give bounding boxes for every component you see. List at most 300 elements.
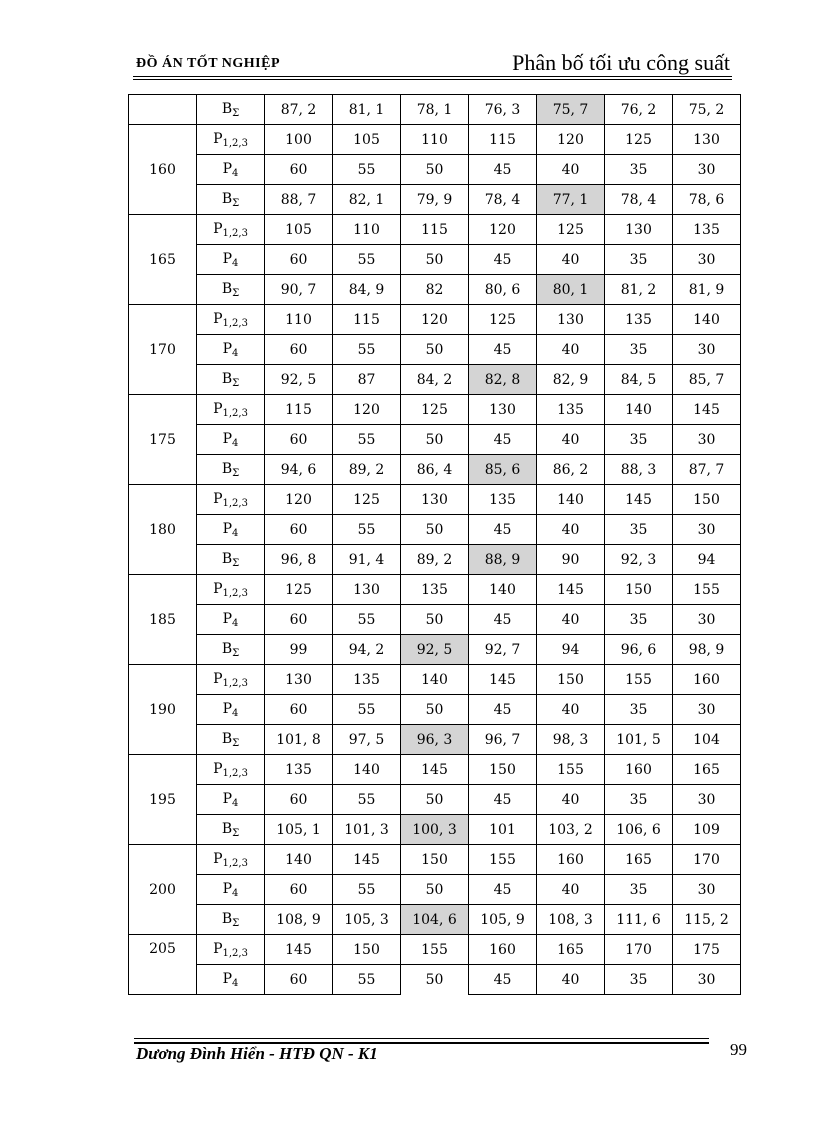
value-cell: 35 <box>605 515 673 545</box>
value-cell: 96, 6 <box>605 635 673 665</box>
value-cell: 81, 2 <box>605 275 673 305</box>
value-cell: 30 <box>673 785 741 815</box>
load-value: 200 <box>129 845 197 935</box>
table-row <box>129 335 741 365</box>
row-label-b <box>197 635 265 665</box>
value-cell: 150 <box>401 845 469 875</box>
row-label-symbol: P <box>213 670 223 687</box>
load-cell-empty <box>129 95 197 125</box>
value-cell: 50 <box>401 965 469 995</box>
value-cell: 89, 2 <box>401 545 469 575</box>
header-rule-top <box>133 76 732 77</box>
row-label-symbol: P <box>222 790 233 807</box>
value-cell: 145 <box>605 485 673 515</box>
value-cell: 50 <box>401 425 469 455</box>
value-cell: 140 <box>605 395 673 425</box>
row-label-symbol: B <box>221 460 233 477</box>
value-cell: 81, 1 <box>333 95 401 125</box>
load-value: 205 <box>129 935 197 995</box>
value-cell: 55 <box>333 245 401 275</box>
row-label-p4 <box>197 965 265 995</box>
row-label-b <box>197 905 265 935</box>
value-cell: 145 <box>537 575 605 605</box>
value-cell: 86, 4 <box>401 455 469 485</box>
row-label-p4 <box>197 695 265 725</box>
value-cell: 35 <box>605 965 673 995</box>
value-cell: 60 <box>265 335 333 365</box>
value-cell: 155 <box>605 665 673 695</box>
value-cell: 35 <box>605 425 673 455</box>
value-cell: 84, 5 <box>605 365 673 395</box>
table-row <box>129 875 741 905</box>
value-cell: 88, 3 <box>605 455 673 485</box>
row-label-subscript: Σ <box>232 647 240 659</box>
value-cell: 78, 4 <box>469 185 537 215</box>
row-label-symbol: P <box>222 430 233 447</box>
value-cell: 105, 3 <box>333 905 401 935</box>
value-cell: 50 <box>401 875 469 905</box>
value-cell: 104 <box>673 725 741 755</box>
row-label-symbol: P <box>213 130 223 147</box>
row-label-subscript: 1,2,3 <box>222 677 248 689</box>
table-row <box>129 545 741 575</box>
value-cell: 110 <box>401 125 469 155</box>
value-cell: 60 <box>265 515 333 545</box>
power-allocation-table <box>128 94 741 995</box>
row-label-p4 <box>197 245 265 275</box>
table-row <box>129 455 741 485</box>
row-label-p123 <box>197 575 265 605</box>
row-label-subscript: 4 <box>232 617 239 629</box>
value-cell: 30 <box>673 425 741 455</box>
value-cell: 40 <box>537 155 605 185</box>
value-cell-optimal: 88, 9 <box>469 545 537 575</box>
table-row <box>129 695 741 725</box>
row-label-subscript: 4 <box>232 887 239 899</box>
value-cell: 130 <box>469 395 537 425</box>
value-cell: 101, 3 <box>333 815 401 845</box>
value-cell: 94, 6 <box>265 455 333 485</box>
value-cell: 45 <box>469 155 537 185</box>
row-label-subscript: 1,2,3 <box>222 227 248 239</box>
row-label-symbol: B <box>221 100 233 117</box>
row-label-subscript: Σ <box>232 197 240 209</box>
value-cell: 135 <box>401 575 469 605</box>
value-cell: 76, 2 <box>605 95 673 125</box>
value-cell: 79, 9 <box>401 185 469 215</box>
row-label-symbol: P <box>213 220 223 237</box>
row-label-p123 <box>197 935 265 965</box>
row-label-subscript: 1,2,3 <box>222 947 248 959</box>
value-cell: 115 <box>265 395 333 425</box>
value-cell: 105, 9 <box>469 905 537 935</box>
value-cell: 125 <box>265 575 333 605</box>
value-cell: 109 <box>673 815 741 845</box>
table-row <box>129 305 741 335</box>
table-row <box>129 665 741 695</box>
value-cell: 50 <box>401 605 469 635</box>
value-cell: 135 <box>605 305 673 335</box>
value-cell-optimal: 104, 6 <box>401 905 469 935</box>
value-cell-optimal: 82, 8 <box>469 365 537 395</box>
value-cell: 91, 4 <box>333 545 401 575</box>
value-cell: 97, 5 <box>333 725 401 755</box>
value-cell: 160 <box>537 845 605 875</box>
row-label-p123 <box>197 845 265 875</box>
value-cell: 125 <box>537 215 605 245</box>
value-cell: 45 <box>469 425 537 455</box>
value-cell: 75, 2 <box>673 95 741 125</box>
value-cell: 160 <box>673 665 741 695</box>
value-cell: 78, 1 <box>401 95 469 125</box>
table-row <box>129 635 741 665</box>
value-cell: 35 <box>605 875 673 905</box>
value-cell: 108, 3 <box>537 905 605 935</box>
value-cell: 120 <box>333 395 401 425</box>
row-label-b <box>197 815 265 845</box>
value-cell: 40 <box>537 695 605 725</box>
value-cell: 145 <box>333 845 401 875</box>
value-cell: 60 <box>265 155 333 185</box>
footer-author: Dương Đình Hiển - HTĐ QN - K1 <box>136 1044 378 1063</box>
value-cell: 165 <box>537 935 605 965</box>
row-label-subscript: Σ <box>232 737 240 749</box>
value-cell: 55 <box>333 875 401 905</box>
value-cell: 120 <box>537 125 605 155</box>
value-cell: 130 <box>333 575 401 605</box>
row-label-subscript: 4 <box>232 527 239 539</box>
table-row <box>129 965 741 995</box>
value-cell: 40 <box>537 875 605 905</box>
value-cell: 35 <box>605 785 673 815</box>
value-cell: 85, 7 <box>673 365 741 395</box>
value-cell: 140 <box>265 845 333 875</box>
value-cell: 30 <box>673 965 741 995</box>
value-cell: 150 <box>605 575 673 605</box>
row-label-symbol: P <box>213 490 223 507</box>
value-cell: 40 <box>537 425 605 455</box>
value-cell: 165 <box>673 755 741 785</box>
value-cell: 82, 1 <box>333 185 401 215</box>
value-cell: 30 <box>673 245 741 275</box>
value-cell: 55 <box>333 515 401 545</box>
value-cell: 140 <box>673 305 741 335</box>
value-cell: 60 <box>265 605 333 635</box>
value-cell: 105 <box>333 125 401 155</box>
table-row <box>129 425 741 455</box>
load-value: 165 <box>129 215 197 305</box>
value-cell: 125 <box>333 485 401 515</box>
value-cell: 50 <box>401 695 469 725</box>
value-cell: 84, 9 <box>333 275 401 305</box>
value-cell: 103, 2 <box>537 815 605 845</box>
value-cell: 80, 6 <box>469 275 537 305</box>
value-cell: 45 <box>469 605 537 635</box>
table-row <box>129 95 741 125</box>
value-cell: 100 <box>265 125 333 155</box>
value-cell: 40 <box>537 785 605 815</box>
value-cell: 35 <box>605 245 673 275</box>
value-cell: 30 <box>673 695 741 725</box>
row-label-symbol: B <box>221 280 233 297</box>
value-cell: 140 <box>469 575 537 605</box>
row-label-symbol: B <box>221 370 233 387</box>
value-cell: 90, 7 <box>265 275 333 305</box>
header-rule-bottom <box>133 79 732 80</box>
value-cell: 135 <box>537 395 605 425</box>
row-label-symbol: P <box>222 250 233 267</box>
value-cell: 135 <box>469 485 537 515</box>
table-row <box>129 485 741 515</box>
value-cell: 45 <box>469 875 537 905</box>
value-cell: 155 <box>673 575 741 605</box>
value-cell-optimal: 96, 3 <box>401 725 469 755</box>
row-label-subscript: 1,2,3 <box>222 407 248 419</box>
row-label-b <box>197 545 265 575</box>
value-cell: 35 <box>605 695 673 725</box>
value-cell: 101, 5 <box>605 725 673 755</box>
value-cell: 155 <box>469 845 537 875</box>
value-cell: 155 <box>537 755 605 785</box>
value-cell: 86, 2 <box>537 455 605 485</box>
row-label-symbol: P <box>222 700 233 717</box>
value-cell: 130 <box>265 665 333 695</box>
value-cell: 105 <box>265 215 333 245</box>
row-label-subscript: Σ <box>232 107 240 119</box>
row-label-subscript: Σ <box>232 917 240 929</box>
value-cell: 82 <box>401 275 469 305</box>
load-value: 170 <box>129 305 197 395</box>
row-label-subscript: Σ <box>232 557 240 569</box>
row-label-b <box>197 455 265 485</box>
row-label-p123 <box>197 125 265 155</box>
row-label-subscript: 4 <box>232 167 239 179</box>
value-cell: 98, 9 <box>673 635 741 665</box>
value-cell: 130 <box>537 305 605 335</box>
load-value: 190 <box>129 665 197 755</box>
row-label-subscript: 4 <box>232 707 239 719</box>
value-cell: 94 <box>537 635 605 665</box>
row-label-symbol: P <box>222 880 233 897</box>
value-cell: 45 <box>469 335 537 365</box>
row-label-subscript: 4 <box>232 437 239 449</box>
value-cell: 140 <box>537 485 605 515</box>
table-row <box>129 275 741 305</box>
value-cell-optimal: 75, 7 <box>537 95 605 125</box>
value-cell: 45 <box>469 695 537 725</box>
table-row <box>129 725 741 755</box>
value-cell: 40 <box>537 335 605 365</box>
value-cell: 87, 2 <box>265 95 333 125</box>
row-label-subscript: 4 <box>232 347 239 359</box>
value-cell: 125 <box>401 395 469 425</box>
table-row <box>129 785 741 815</box>
value-cell: 110 <box>265 305 333 335</box>
value-cell: 81, 9 <box>673 275 741 305</box>
value-cell: 145 <box>265 935 333 965</box>
value-cell: 60 <box>265 785 333 815</box>
row-label-p4 <box>197 425 265 455</box>
row-label-subscript: 1,2,3 <box>222 587 248 599</box>
row-label-symbol: P <box>213 400 223 417</box>
value-cell: 55 <box>333 785 401 815</box>
row-label-symbol: B <box>221 910 233 927</box>
footer-rule-thin <box>134 1038 709 1039</box>
value-cell: 89, 2 <box>333 455 401 485</box>
value-cell: 55 <box>333 605 401 635</box>
table-row <box>129 215 741 245</box>
value-cell: 160 <box>605 755 673 785</box>
row-label-subscript: Σ <box>232 287 240 299</box>
value-cell: 99 <box>265 635 333 665</box>
value-cell: 30 <box>673 335 741 365</box>
row-label-subscript: 1,2,3 <box>222 767 248 779</box>
value-cell: 108, 9 <box>265 905 333 935</box>
value-cell: 50 <box>401 245 469 275</box>
value-cell: 115 <box>401 215 469 245</box>
table-row <box>129 185 741 215</box>
value-cell: 101, 8 <box>265 725 333 755</box>
row-label-p123 <box>197 305 265 335</box>
value-cell: 155 <box>401 935 469 965</box>
value-cell: 94, 2 <box>333 635 401 665</box>
value-cell: 111, 6 <box>605 905 673 935</box>
value-cell: 84, 2 <box>401 365 469 395</box>
load-value: 185 <box>129 575 197 665</box>
row-label-subscript: 1,2,3 <box>222 137 248 149</box>
value-cell: 96, 8 <box>265 545 333 575</box>
value-cell: 30 <box>673 875 741 905</box>
value-cell-optimal: 100, 3 <box>401 815 469 845</box>
value-cell: 50 <box>401 155 469 185</box>
value-cell: 50 <box>401 785 469 815</box>
value-cell: 55 <box>333 695 401 725</box>
value-cell: 150 <box>469 755 537 785</box>
row-label-symbol: P <box>213 580 223 597</box>
value-cell: 40 <box>537 515 605 545</box>
value-cell: 115 <box>469 125 537 155</box>
value-cell: 150 <box>673 485 741 515</box>
row-label-symbol: P <box>213 760 223 777</box>
row-label-p4 <box>197 605 265 635</box>
table-row <box>129 515 741 545</box>
value-cell: 88, 7 <box>265 185 333 215</box>
value-cell: 120 <box>265 485 333 515</box>
table-row <box>129 395 741 425</box>
row-label-p123 <box>197 755 265 785</box>
value-cell: 125 <box>469 305 537 335</box>
value-cell: 90 <box>537 545 605 575</box>
value-cell-optimal: 85, 6 <box>469 455 537 485</box>
table-row <box>129 845 741 875</box>
value-cell: 30 <box>673 155 741 185</box>
value-cell: 35 <box>605 335 673 365</box>
value-cell: 110 <box>333 215 401 245</box>
header-title-right: Phân bố tối ưu công suất <box>512 50 730 75</box>
row-label-subscript: 1,2,3 <box>222 857 248 869</box>
value-cell: 130 <box>401 485 469 515</box>
value-cell: 35 <box>605 155 673 185</box>
row-label-subscript: 1,2,3 <box>222 497 248 509</box>
value-cell: 60 <box>265 965 333 995</box>
value-cell: 140 <box>401 665 469 695</box>
value-cell: 45 <box>469 785 537 815</box>
value-cell: 45 <box>469 515 537 545</box>
value-cell: 105, 1 <box>265 815 333 845</box>
value-cell: 60 <box>265 695 333 725</box>
value-cell: 140 <box>333 755 401 785</box>
value-cell: 175 <box>673 935 741 965</box>
value-cell: 120 <box>401 305 469 335</box>
value-cell: 92, 3 <box>605 545 673 575</box>
value-cell: 106, 6 <box>605 815 673 845</box>
row-label-symbol: P <box>222 520 233 537</box>
row-label-symbol: P <box>222 160 233 177</box>
row-label-p4 <box>197 155 265 185</box>
value-cell: 135 <box>673 215 741 245</box>
row-label-b <box>197 275 265 305</box>
value-cell: 55 <box>333 425 401 455</box>
value-cell: 125 <box>605 125 673 155</box>
value-cell: 40 <box>537 245 605 275</box>
value-cell: 50 <box>401 335 469 365</box>
header-title-left: ĐỒ ÁN TỐT NGHIỆP <box>136 56 281 71</box>
value-cell: 76, 3 <box>469 95 537 125</box>
value-cell: 145 <box>401 755 469 785</box>
row-label-symbol: B <box>221 550 233 567</box>
value-cell: 120 <box>469 215 537 245</box>
value-cell: 135 <box>265 755 333 785</box>
table-row <box>129 365 741 395</box>
row-label-p123 <box>197 215 265 245</box>
table-row <box>129 245 741 275</box>
row-label-b <box>197 365 265 395</box>
row-label-symbol: P <box>222 340 233 357</box>
row-label-subscript: Σ <box>232 467 240 479</box>
row-label-p4 <box>197 335 265 365</box>
row-label-b <box>197 185 265 215</box>
value-cell: 45 <box>469 965 537 995</box>
value-cell: 50 <box>401 515 469 545</box>
load-value: 195 <box>129 755 197 845</box>
table-row <box>129 125 741 155</box>
value-cell: 150 <box>537 665 605 695</box>
table-row <box>129 935 741 965</box>
value-cell: 130 <box>673 125 741 155</box>
row-label-symbol: B <box>221 190 233 207</box>
value-cell: 82, 9 <box>537 365 605 395</box>
value-cell: 87, 7 <box>673 455 741 485</box>
value-cell-optimal: 80, 1 <box>537 275 605 305</box>
load-value: 180 <box>129 485 197 575</box>
value-cell: 165 <box>605 845 673 875</box>
row-label-subscript: 4 <box>232 257 239 269</box>
value-cell: 101 <box>469 815 537 845</box>
row-label-p4 <box>197 515 265 545</box>
table-row <box>129 575 741 605</box>
value-cell: 30 <box>673 605 741 635</box>
table-row <box>129 755 741 785</box>
value-cell: 40 <box>537 965 605 995</box>
row-label-symbol: P <box>213 940 223 957</box>
value-cell: 40 <box>537 605 605 635</box>
row-label-p123 <box>197 395 265 425</box>
value-cell: 60 <box>265 425 333 455</box>
row-label-subscript: Σ <box>232 377 240 389</box>
row-label-symbol: B <box>221 640 233 657</box>
value-cell: 160 <box>469 935 537 965</box>
value-cell: 115 <box>333 305 401 335</box>
